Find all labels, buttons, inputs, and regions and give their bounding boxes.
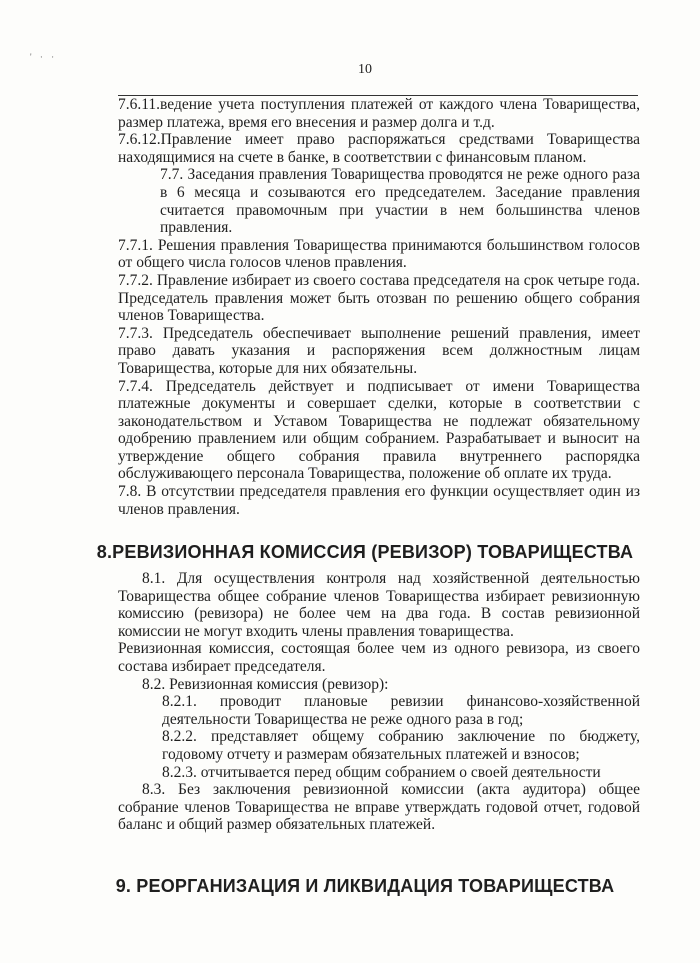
clause-7-7-2: 7.7.2. Правление избирает из своего состава председателя на срок четыре года. Председатель правления может быть отозван по решению общего собрания членов Товарищества. xyxy=(118,271,640,325)
clause-7-6-11: 7.6.11.ведение учета поступления платежей от каждого члена Товарищества, размер платежа, время его внесения и размер долга и т.д. xyxy=(118,96,640,131)
clause-7-7-1: 7.7.1. Решения правления Товарищества принимаются большинством голосов от общего числа голосов членов правления. xyxy=(118,236,640,272)
section-8-content xyxy=(118,570,640,834)
clause-8-2-1: 8.2.1. проводит плановые ревизии финансово-хозяйственной деятельности Товарищества не реже одного раза в год; xyxy=(162,693,640,728)
page-number: 10 xyxy=(358,62,372,77)
clause-8-2: 8.2. Ревизионная комиссия (ревизор): xyxy=(142,675,389,693)
clause-8-1: 8.1. Для осуществления контроля над хозяйственной деятельностью Товарищества общее собрание членов Товарищества избирает ревизионную комиссию (ревизора) не более чем на два года. В состав ревизионной комиссии не могут входить члены правления товарищества. xyxy=(118,570,640,640)
clause-7-7-3: 7.7.3. Председатель обеспечивает выполнение решений правления, имеет право давать указания и распоряжения всем должностным лицам Товарищества, которые для них обязательны. xyxy=(118,324,640,377)
clause-8-2-2: 8.2.2. представляет общему собранию заключение по бюджету, годовому отчету и размерам обязательных платежей и взносов; xyxy=(162,728,640,763)
section-9-heading: 9. РЕОРГАНИЗАЦИЯ И ЛИКВИДАЦИЯ ТОВАРИЩЕСТВА xyxy=(115,876,615,896)
clause-8-1-continued: Ревизионная комиссия, состоящая более чем из одного ревизора, из своего состава избирает председателя. xyxy=(118,640,640,675)
clause-8-3: 8.3. Без заключения ревизионной комиссии (акта аудитора) общее собрание членов Товарищества не вправе утверждать годовой отчет, годовой баланс и общий размер обязательных платежей. xyxy=(118,781,640,834)
clause-7-6-12: 7.6.12.Правление имеет право распоряжаться средствами Товарищества находящимися на счете в банке, в соответствии с финансовым планом. xyxy=(118,131,640,166)
clause-8-2-3: 8.2.3. отчитывается перед общим собранием о своей деятельности xyxy=(162,763,601,781)
clause-7-7: 7.7. Заседания правления Товарищества проводятся не реже одного раза в 6 месяца и созываются его председателем. Заседание правления считается правомочным при участии в нем большинства членов правления. xyxy=(160,166,640,237)
scan-marks: ' · · xyxy=(30,52,58,62)
clause-7-7-4: 7.7.4. Председатель действует и подписывает от имени Товарищества платежные документы и совершает сделки, которые в соответствии с законодательством и Уставом Товарищества не подлежат обязательному одобрению правлением или общим собранием. Разрабатывает и выносит на утверждение общего собрания правила внутреннего распорядка обслуживающего персонала Товарищества, положение об оплате их труда. xyxy=(118,377,640,483)
section-8-heading: 8.РЕВИЗИОННАЯ КОМИССИЯ (РЕВИЗОР) ТОВАРИЩЕСТВА xyxy=(96,542,634,562)
clause-7-8: 7.8. В отсутствии председателя правления его функции осуществляет один из членов правления. xyxy=(118,483,640,518)
section-7-content xyxy=(118,96,640,518)
